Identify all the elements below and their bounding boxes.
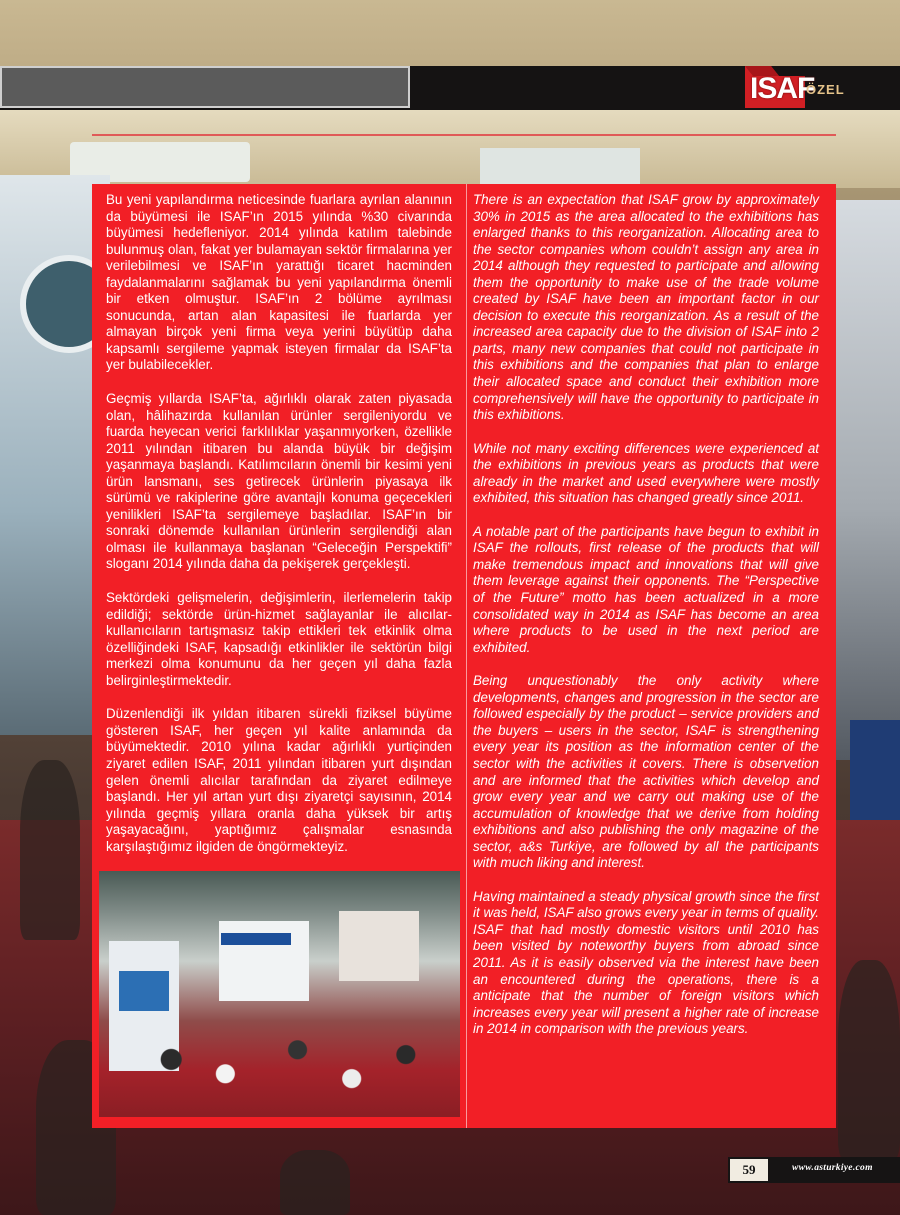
turkish-paragraph: Düzenlendiği ilk yıldan itibaren sürekli fiziksel büyüme gösteren ISAF, her geçen yıl kalite anlamında da büyümektedir. 2010 yılına kadar ağırlıklı yurtiçinden ziyaret edilen ISAF, 2011 yılından itibaren yurt dışından gelen önemli alıcılar tarafından da ziyaret edilmeye başlandı. Her yıl artan yurt dışı ziyaretçi sayısının, 2014 yılında geçmiş yıllara oranla daha yüksek bir artış yaşayacağını, yaptığımız çalışmalar esnasında karşılaştığımız ilgiden de öngörmekteyiz.	[106, 706, 452, 854]
visitor	[838, 960, 900, 1160]
stand-sign	[221, 933, 291, 945]
website-url: www.asturkiye.com	[792, 1163, 873, 1173]
turkish-column	[106, 192, 452, 872]
isaf-logo-text: ISAF	[750, 72, 815, 105]
english-paragraph: Having maintained a steady physical growth since the first it was held, ISAF also grows every year in terms of quality. ISAF that had mostly domestic visitors until 2010 has been visited by noteworthy buyers from abroad since 2011. As it is easily observed via the interest have been an encountered during the operations, there is a anticipate that the number of foreign visitors which increases every year will present a higher rate of increase in 2014 in comparison with the previous years.	[473, 888, 819, 1037]
turkish-paragraph: Sektördeki gelişmelerin, değişimlerin, ilerlemelerin takip edildiği; sektörde ürün-hizmet sağlayanlar ile alıcılar-kullanıcıların tartışmasız takip ettikleri tek etkinlik olma özelliğindeki ISAF, kapsadığı etkinlikler ile sektörün bilgi merkezi olma konumunu da her geçen yıl daha fazla belirginleştirmektedir.	[106, 590, 452, 688]
section-label: ÖZEL	[806, 82, 845, 97]
inset-exhibition-photo	[99, 871, 460, 1117]
page-number: 59	[730, 1159, 768, 1181]
english-paragraph: While not many exciting differences were experienced at the exhibitions in previous years as products that were already in the market and used everywhere were mostly exhibited, this situation has changed greatly since 2011.	[473, 440, 819, 506]
exhibition-stand	[339, 911, 419, 981]
booth-right	[826, 200, 900, 760]
english-column	[473, 192, 819, 1055]
english-paragraph: There is an expectation that ISAF grow by approximately 30% in 2015 as the area allocated to the exhibitions has enlarged thanks to this reorganization. Allocating area to the sector companies whom couldn’t assign any area in 2014 although they requested to participate and allowing them the opportunity to make use of the trade volume created by ISAF have been an important factor in our decision to execute this reorganization. As a result of the increased area capacity due to the division of ISAF into 2 parts, many new companies that could not participate in this exhibitions and the companies that plan to enlarge their allocated space and conduct their exhibition more comprehensively will have the opportunity to participate in this exhibitions.	[473, 192, 819, 423]
display-screen	[119, 971, 169, 1011]
visitor	[280, 1150, 350, 1215]
turkish-paragraph: Bu yeni yapılandırma neticesinde fuarlara ayrılan alanının da büyümesi ile ISAF’ın 2015 yılında %30 civarında büyümesi hedefleniyor. 2014 yılında katılım talebinde bulunmuş olan, fakat yer bulamayan sektör firmalarına yer verilebilmesi ve ISAF’ın yarattığı ticaret hacminden faydalanmalarını sağlamak bu yeni yapılandırma önemli bir etken olmuştur. ISAF’ın 2 bölüme ayrılması sonucunda, artan alan kapasitesi ile fuarlarda yer almayan birçok yeni firma veya yerini büyütüp daha kapsamlı sergileme yapmak isteyen firmalar da ISAF’ta yer bulabilecekler.	[106, 192, 452, 373]
visitor	[20, 760, 80, 940]
english-paragraph: A notable part of the participants have begun to exhibit in ISAF the rollouts, first release of the products that will make tremendous impact and innovations that will give them leverage against their opponents. The “Perspective of the Future” motto has been actualized in a more consolidated way in 2014 as ISAF has become an area where products to be used in the next period are exhibited.	[473, 523, 819, 655]
crowd	[99, 1021, 460, 1117]
english-paragraph: Being unquestionably the only activity where developments, changes and progression in the sector are followed especially by the product – service providers and the buyers – users in the sector, ISAF is strengthening every year its position as the information center of the sector with the activities it covers. There is observetion and are informed that the activities which develop and grow every year and we carry out making use of the accumulation of knowledge that we derive from holding exhibitions and also publishing the only magazine of the sector, a&s Turkiye, are followed by all the participants with much liking and interest.	[473, 673, 819, 871]
booth-sign	[480, 148, 640, 184]
header-gray-box	[0, 66, 410, 108]
turkish-paragraph: Geçmiş yıllarda ISAF’ta, ağırlıklı olarak zaten piyasada olan, hâlihazırda kullanılan ürünler sergileniyordu ve fuarda heyecan verici farklılıklar yaşanmıyorken, özellikle 2011 yılından itibaren bu alanda büyük bir değişim yaşanmaya başlandı. Katılımcıların önemli bir kesimi yeni ürün lansmanı, ses getirecek ürünlerin piyasaya ilk sürümü ve rakiplerine göre avantajlı konuma geçecekleri yenilikleri ISAF’ta sergilemeye başladılar. ISAF’ın bir sonraki dönemde kullanılan ürünlerin sergilendiği alan olması ile kullanmaya başlanan “Geleceğin Perspektifi” sloganı 2014 yılında daha da pekişerek gerçekleşti.	[106, 391, 452, 572]
column-divider	[466, 184, 467, 1128]
panel-top-rule	[92, 134, 836, 136]
